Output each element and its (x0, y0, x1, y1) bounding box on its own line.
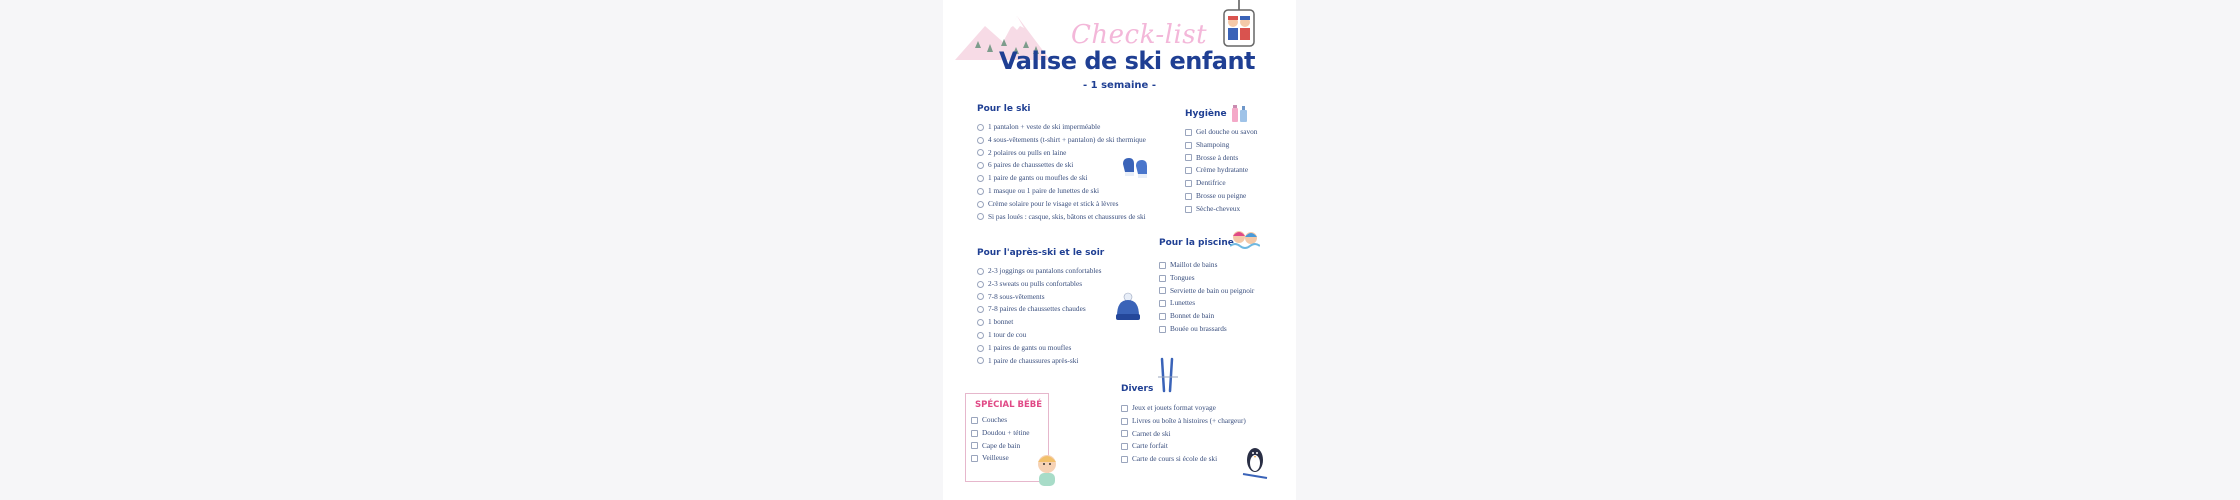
list-item[interactable]: Couches (971, 414, 1029, 427)
section-title-piscine: Pour la piscine (1159, 238, 1234, 248)
checkbox[interactable] (1159, 326, 1166, 333)
checkbox[interactable] (977, 319, 984, 326)
checkbox[interactable] (1185, 193, 1192, 200)
checkbox[interactable] (1121, 443, 1128, 450)
list-item[interactable]: 2 polaires ou pulls en laine (977, 147, 1146, 160)
list-item[interactable]: 2-3 joggings ou pantalons confortables (977, 265, 1102, 278)
list-item[interactable]: Carte forfait (1121, 440, 1246, 453)
list-item[interactable]: 6 paires de chaussettes de ski (977, 159, 1146, 172)
list-item[interactable]: Doudou + tétine (971, 427, 1029, 440)
list-item[interactable]: Serviette de bain ou peignoir (1159, 285, 1254, 298)
list-item[interactable]: 2-3 sweats ou pulls confortables (977, 278, 1102, 291)
checkbox[interactable] (977, 345, 984, 352)
list-item[interactable]: Brosse ou peigne (1185, 190, 1257, 203)
list-item[interactable]: Lunettes (1159, 297, 1254, 310)
toiletries-icon (1230, 100, 1250, 124)
checkbox[interactable] (977, 332, 984, 339)
list-item[interactable]: 1 tour de cou (977, 329, 1102, 342)
checkbox[interactable] (977, 162, 984, 169)
chairlift-kids-illustration (1220, 0, 1258, 50)
section-title-divers: Divers (1121, 384, 1154, 394)
checkbox[interactable] (1121, 456, 1128, 463)
checkbox[interactable] (971, 442, 978, 449)
list-item[interactable]: Veilleuse (971, 452, 1029, 465)
checklist-page (943, 0, 1296, 500)
checkbox[interactable] (1121, 430, 1128, 437)
divers-list (1121, 402, 1246, 466)
list-item[interactable]: 1 pantalon + veste de ski imperméable (977, 121, 1146, 134)
list-item[interactable]: 1 bonnet (977, 316, 1102, 329)
checkbox[interactable] (1121, 418, 1128, 425)
apres-ski-list (977, 265, 1102, 367)
checkbox[interactable] (1121, 405, 1128, 412)
checkbox[interactable] (971, 455, 978, 462)
checkbox[interactable] (1159, 275, 1166, 282)
list-item[interactable]: Sèche-cheveux (1185, 203, 1257, 216)
list-item[interactable]: Crème hydratante (1185, 164, 1257, 177)
list-item[interactable]: 1 masque ou 1 paire de lunettes de ski (977, 185, 1146, 198)
checkbox[interactable] (977, 201, 984, 208)
checkbox[interactable] (977, 281, 984, 288)
checkbox[interactable] (1159, 287, 1166, 294)
checkbox[interactable] (977, 175, 984, 182)
piscine-list (1159, 259, 1254, 336)
list-item[interactable]: Tongues (1159, 272, 1254, 285)
checkbox[interactable] (971, 430, 978, 437)
checkbox[interactable] (1159, 262, 1166, 269)
section-title-ski: Pour le ski (977, 104, 1031, 114)
list-item[interactable]: Jeux et jouets format voyage (1121, 402, 1246, 415)
penguin-skier-illustration (1241, 440, 1269, 480)
checkbox[interactable] (1185, 206, 1192, 213)
checkbox[interactable] (1185, 129, 1192, 136)
list-item[interactable]: 1 paire de gants ou moufles de ski (977, 172, 1146, 185)
page-subtitle: - 1 semaine - (1083, 80, 1156, 91)
checkbox[interactable] (1159, 313, 1166, 320)
list-item[interactable]: 7-8 paires de chaussettes chaudes (977, 303, 1102, 316)
list-item[interactable]: Livres ou boîte à histoires (+ chargeur) (1121, 415, 1246, 428)
checkbox[interactable] (977, 149, 984, 156)
bebe-list (971, 414, 1029, 465)
list-item[interactable]: 7-8 sous-vêtements (977, 291, 1102, 304)
checkbox[interactable] (1185, 142, 1192, 149)
beanie-icon (1114, 292, 1142, 322)
checkbox[interactable] (1185, 167, 1192, 174)
checklist-script-title: Check-list (1071, 20, 1208, 50)
checkbox[interactable] (977, 357, 984, 364)
section-title-bebe: SPÉCIAL BÉBÉ (975, 400, 1043, 410)
checkbox[interactable] (977, 188, 984, 195)
list-item[interactable]: Carte de cours si école de ski (1121, 453, 1246, 466)
checkbox[interactable] (1185, 180, 1192, 187)
section-title-apres-ski: Pour l'après-ski et le soir (977, 248, 1105, 258)
list-item[interactable]: Maillot de bains (1159, 259, 1254, 272)
list-item[interactable]: 4 sous-vêtements (t-shirt + pantalon) de ski thermique (977, 134, 1146, 147)
list-item[interactable]: Si pas loués : casque, skis, bâtons et chaussures de ski (977, 211, 1146, 224)
section-title-hygiene: Hygiène (1185, 109, 1227, 119)
baby-illustration (1031, 452, 1063, 488)
list-item[interactable]: Bonnet de bain (1159, 310, 1254, 323)
list-item[interactable]: Carnet de ski (1121, 428, 1246, 441)
list-item[interactable]: Gel douche ou savon (1185, 126, 1257, 139)
list-item[interactable]: 1 paire de chaussures après-ski (977, 355, 1102, 368)
checkbox[interactable] (977, 306, 984, 313)
list-item[interactable]: Brosse à dents (1185, 152, 1257, 165)
checkbox[interactable] (977, 137, 984, 144)
list-item[interactable]: Shampoing (1185, 139, 1257, 152)
checkbox[interactable] (971, 417, 978, 424)
checkbox[interactable] (977, 293, 984, 300)
checkbox[interactable] (1185, 154, 1192, 161)
mittens-icon (1121, 156, 1149, 180)
checkbox[interactable] (977, 124, 984, 131)
hygiene-list (1185, 126, 1257, 216)
list-item[interactable]: Cape de bain (971, 440, 1029, 453)
checkbox[interactable] (977, 213, 984, 220)
swimming-kids-icon (1230, 228, 1260, 250)
list-item[interactable]: Crème solaire pour le visage et stick à lèvres (977, 198, 1146, 211)
list-item[interactable]: 1 paires de gants ou moufles (977, 342, 1102, 355)
checkbox[interactable] (977, 268, 984, 275)
skis-icon (1156, 357, 1180, 395)
list-item[interactable]: Bouée ou brassards (1159, 323, 1254, 336)
list-item[interactable]: Dentifrice (1185, 177, 1257, 190)
checkbox[interactable] (1159, 300, 1166, 307)
page-title: Valise de ski enfant (999, 47, 1256, 75)
